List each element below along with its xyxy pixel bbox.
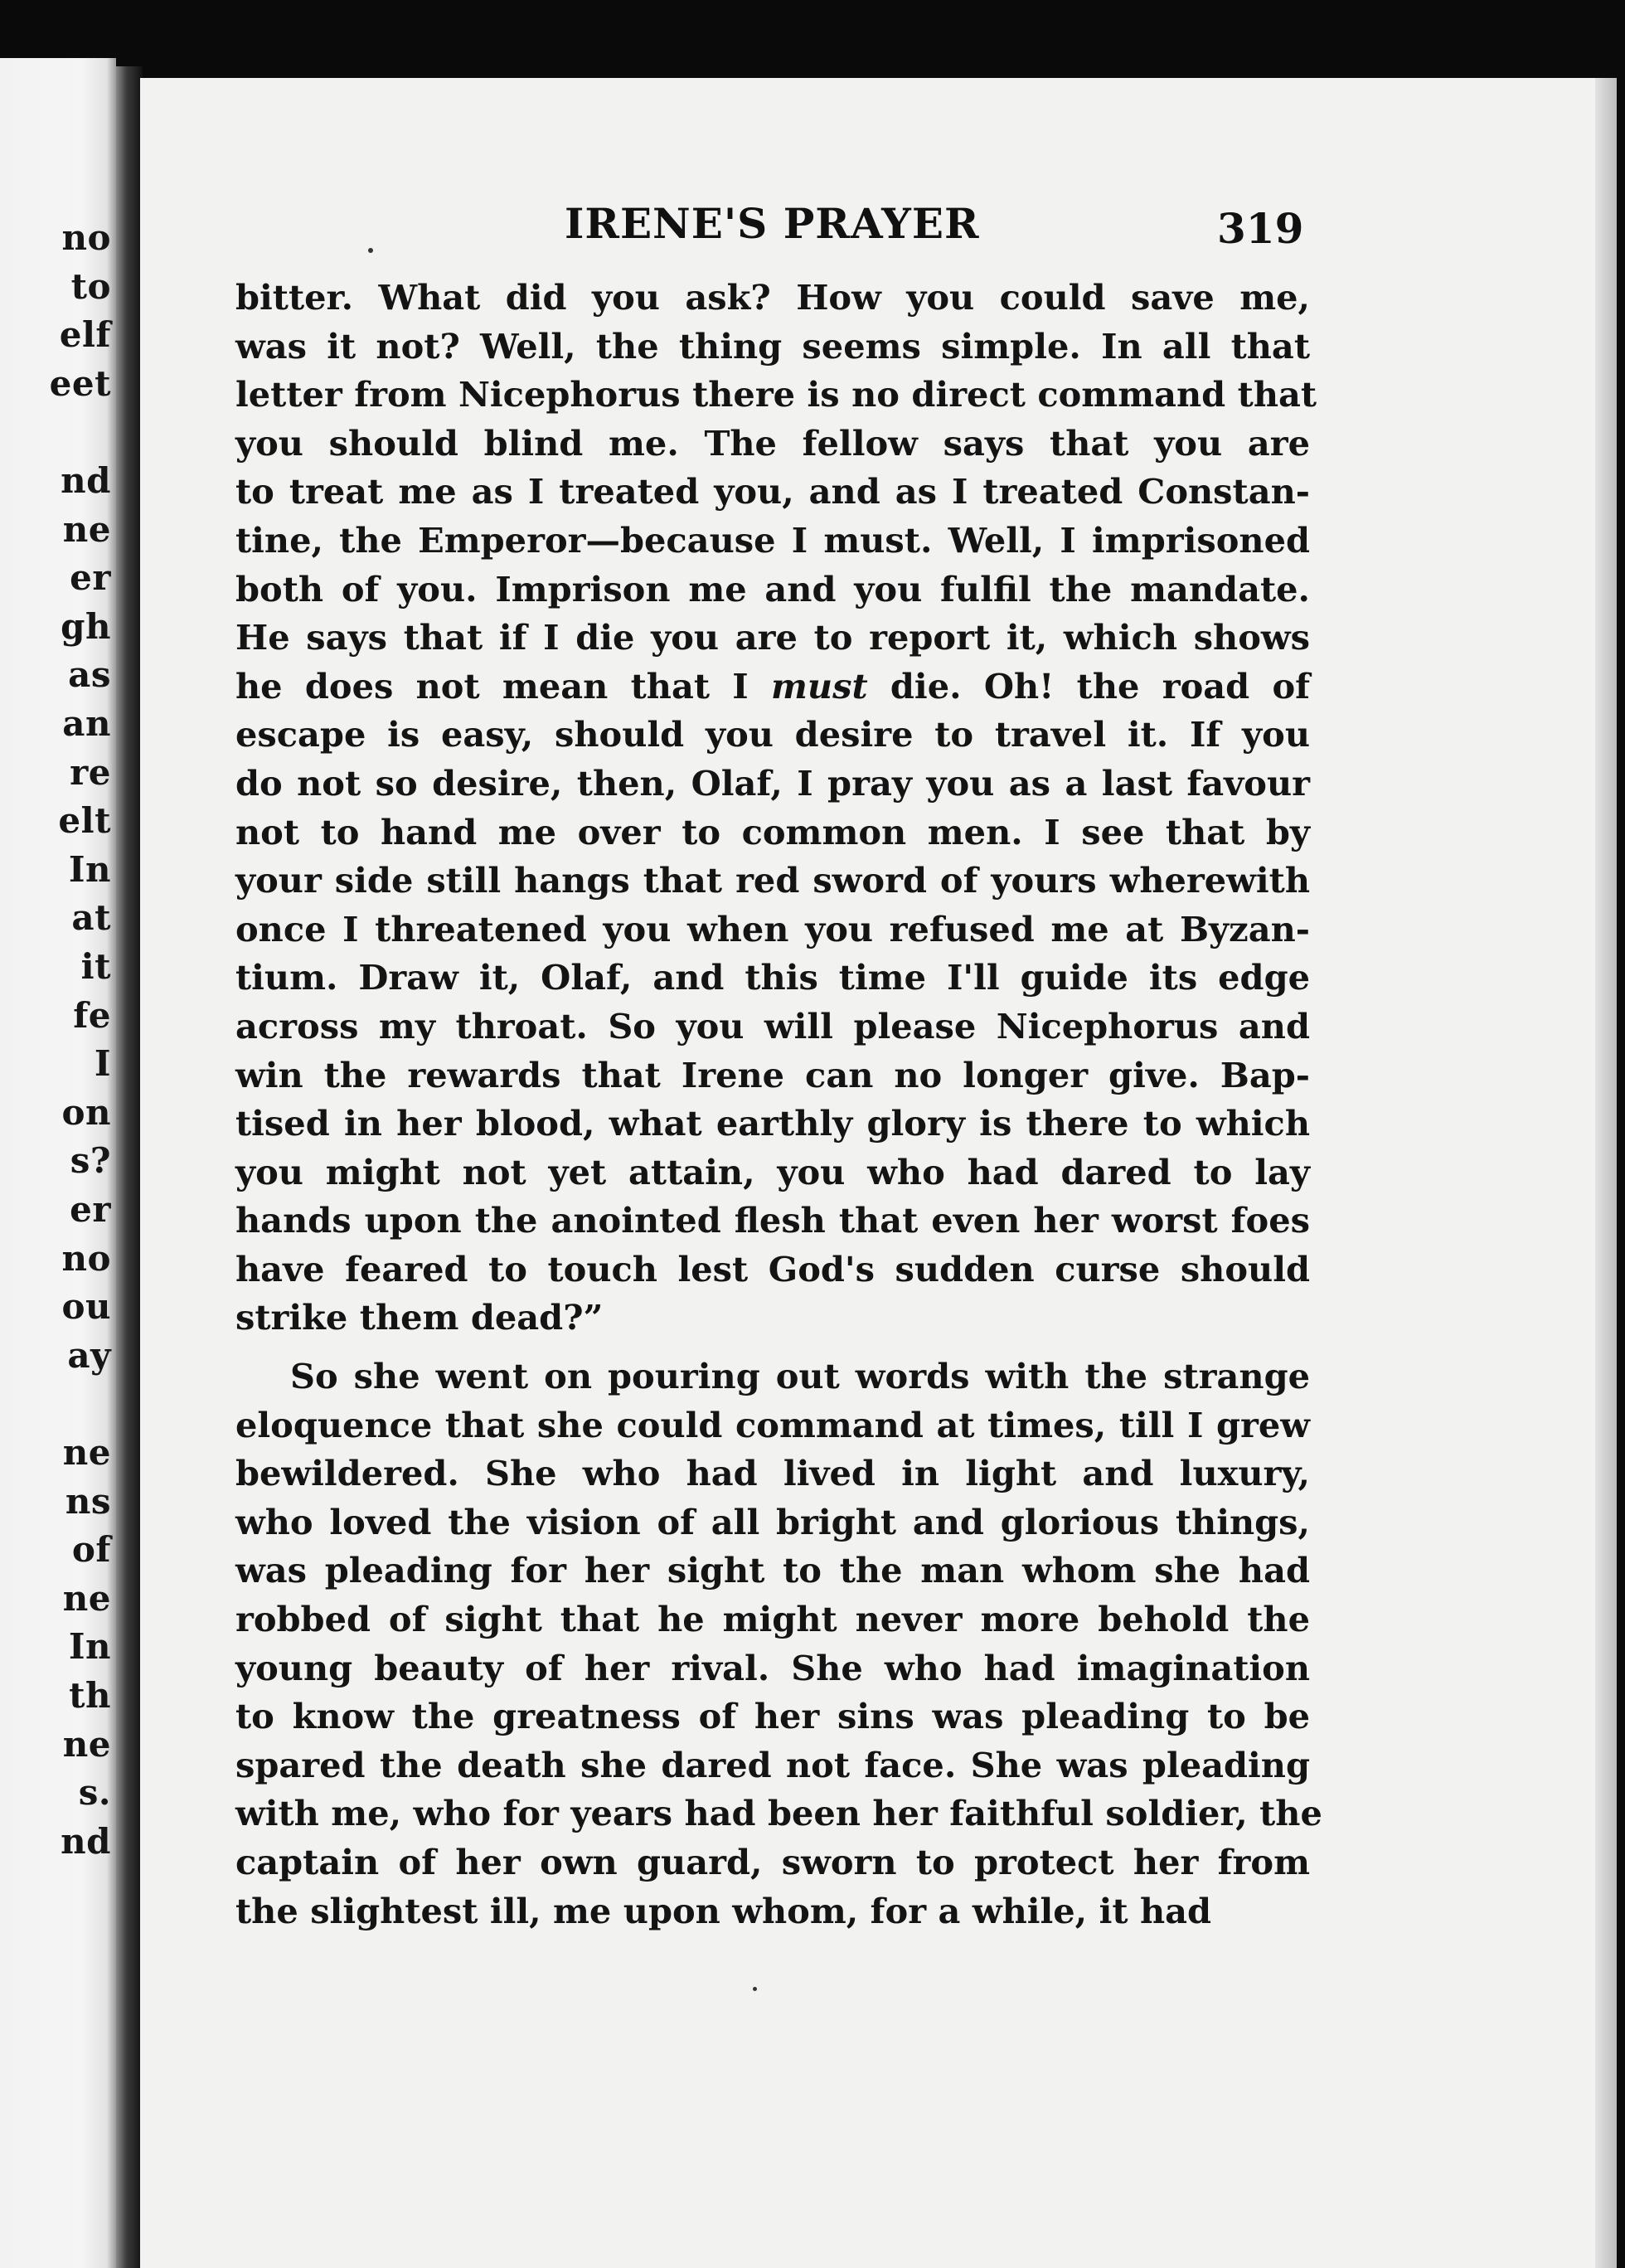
speck-mark <box>753 1987 757 1991</box>
text-line: tised in her blood, what earthly glory is there to which <box>235 1103 1310 1144</box>
text-line: strike them dead?” <box>235 1297 604 1338</box>
text-line: both of you. Imprison me and you fulfil the mandate. <box>235 568 1310 609</box>
previous-page-fragment: ne <box>62 1577 111 1619</box>
previous-page-fragment: ne <box>62 1723 111 1765</box>
text-line: win the rewards that Irene can no longer give. Bap- <box>235 1054 1310 1095</box>
text-line: was it not? Well, the thing seems simple. In all that <box>235 325 1310 367</box>
text-line: spared the death she dared not face. She was pleading <box>235 1744 1310 1785</box>
text-line: tine, the Emperor—because I must. Well, I imprisoned <box>235 519 1310 561</box>
page-edge-shadow <box>1595 78 1617 2268</box>
previous-page-fragment: gh <box>61 605 111 647</box>
running-head-title: IRENE'S PRAYER <box>565 199 980 248</box>
previous-page-fragment: nd <box>61 1820 111 1862</box>
previous-page-fragment: s? <box>70 1140 111 1182</box>
text-line: letter from Nicephorus there is no direct command that <box>235 374 1317 415</box>
text-line: captain of her own guard, sworn to protect her from <box>235 1842 1310 1882</box>
text-line: once I threatened you when you refused me at Byzan- <box>235 908 1310 949</box>
previous-page-fragment: th <box>69 1675 111 1716</box>
previous-page-fragment: ne <box>62 508 111 550</box>
previous-page-fragment: In <box>68 848 111 890</box>
previous-page-fragment: elt <box>58 800 111 842</box>
speck-mark <box>368 248 373 253</box>
text-line: to treat me as I treated you, and as I treated Constan- <box>235 471 1310 512</box>
text-line: So she went on pouring out words with the strange <box>290 1356 1310 1397</box>
book-page <box>138 78 1617 2268</box>
previous-page-fragment: ne <box>62 1432 111 1473</box>
text-line: escape is easy, should you desire to travel it. If you <box>235 714 1310 755</box>
previous-page-fragment: no <box>61 217 111 258</box>
text-line: not to hand me over to common men. I see that by <box>235 811 1310 852</box>
text-line: young beauty of her rival. She who had imagination <box>235 1647 1310 1688</box>
text-line: robbed of sight that he might never more behold the <box>235 1599 1310 1640</box>
paragraph <box>235 274 1317 1343</box>
previous-page-fragment: er <box>70 1189 111 1230</box>
previous-page-fragment: to <box>70 265 111 307</box>
text-line: you should blind me. The fellow says that you are <box>235 422 1310 464</box>
text-line: eloquence that she could command at times, till I grew <box>235 1404 1310 1445</box>
body-text <box>235 274 1322 1935</box>
text-line: have feared to touch lest God's sudden curse should <box>235 1248 1310 1289</box>
previous-page-fragment: er <box>70 557 111 599</box>
previous-page-fragment: an <box>62 703 111 744</box>
text-line: to know the greatness of her sins was pleading to be <box>235 1696 1310 1737</box>
previous-page-fragment: nd <box>61 460 111 501</box>
text-line: he does not mean that I must die. Oh! the road of <box>235 665 1310 707</box>
previous-page-fragment: as <box>68 654 111 696</box>
text-line: with me, who for years had been her faithful soldier, the <box>235 1793 1322 1834</box>
text-line: bewildered. She who had lived in light and luxury, <box>235 1453 1310 1494</box>
previous-page-fragment: In <box>68 1626 111 1668</box>
previous-page-fragment: at <box>71 897 111 939</box>
text-line: hands upon the anointed flesh that even her worst foes <box>235 1200 1310 1241</box>
previous-page-fragment: of <box>71 1529 111 1571</box>
text-line: He says that if I die you are to report it, which shows <box>235 617 1310 658</box>
paragraph <box>235 1353 1322 1935</box>
text-line: your side still hangs that red sword of yours wherewith <box>235 860 1310 901</box>
previous-page-fragment: it <box>80 946 111 987</box>
running-head <box>138 199 1617 257</box>
previous-page-fragment: fe <box>73 994 111 1036</box>
text-line: you might not yet attain, you who had dared to lay <box>235 1151 1310 1192</box>
previous-page-fragment: on <box>61 1091 111 1133</box>
previous-page-fragment: s. <box>78 1772 111 1814</box>
previous-page-fragment: re <box>70 751 111 793</box>
text-line: across my throat. So you will please Nicephorus and <box>235 1005 1310 1047</box>
text-line: was pleading for her sight to the man whom she had <box>235 1550 1310 1591</box>
text-line: who loved the vision of all bright and glorious things, <box>235 1501 1310 1542</box>
previous-page-fragment: ns <box>65 1480 111 1522</box>
previous-page-fragment: ay <box>67 1334 111 1376</box>
previous-page-fragment: no <box>61 1237 111 1279</box>
previous-page-fragment: I <box>94 1043 111 1085</box>
page-number: 319 <box>1217 204 1304 253</box>
text-line: tium. Draw it, Olaf, and this time I'll guide its edge <box>235 957 1310 998</box>
previous-page-fragment: ou <box>61 1286 111 1328</box>
text-line: the slightest ill, me upon whom, for a while, it had <box>235 1890 1212 1931</box>
previous-page-fragment: eet <box>49 362 111 404</box>
text-line: bitter. What did you ask? How you could save me, <box>235 277 1310 318</box>
previous-page-fragment: elf <box>59 314 111 356</box>
text-line: do not so desire, then, Olaf, I pray you as a last favour <box>235 762 1310 804</box>
previous-page-edge <box>0 58 116 2268</box>
